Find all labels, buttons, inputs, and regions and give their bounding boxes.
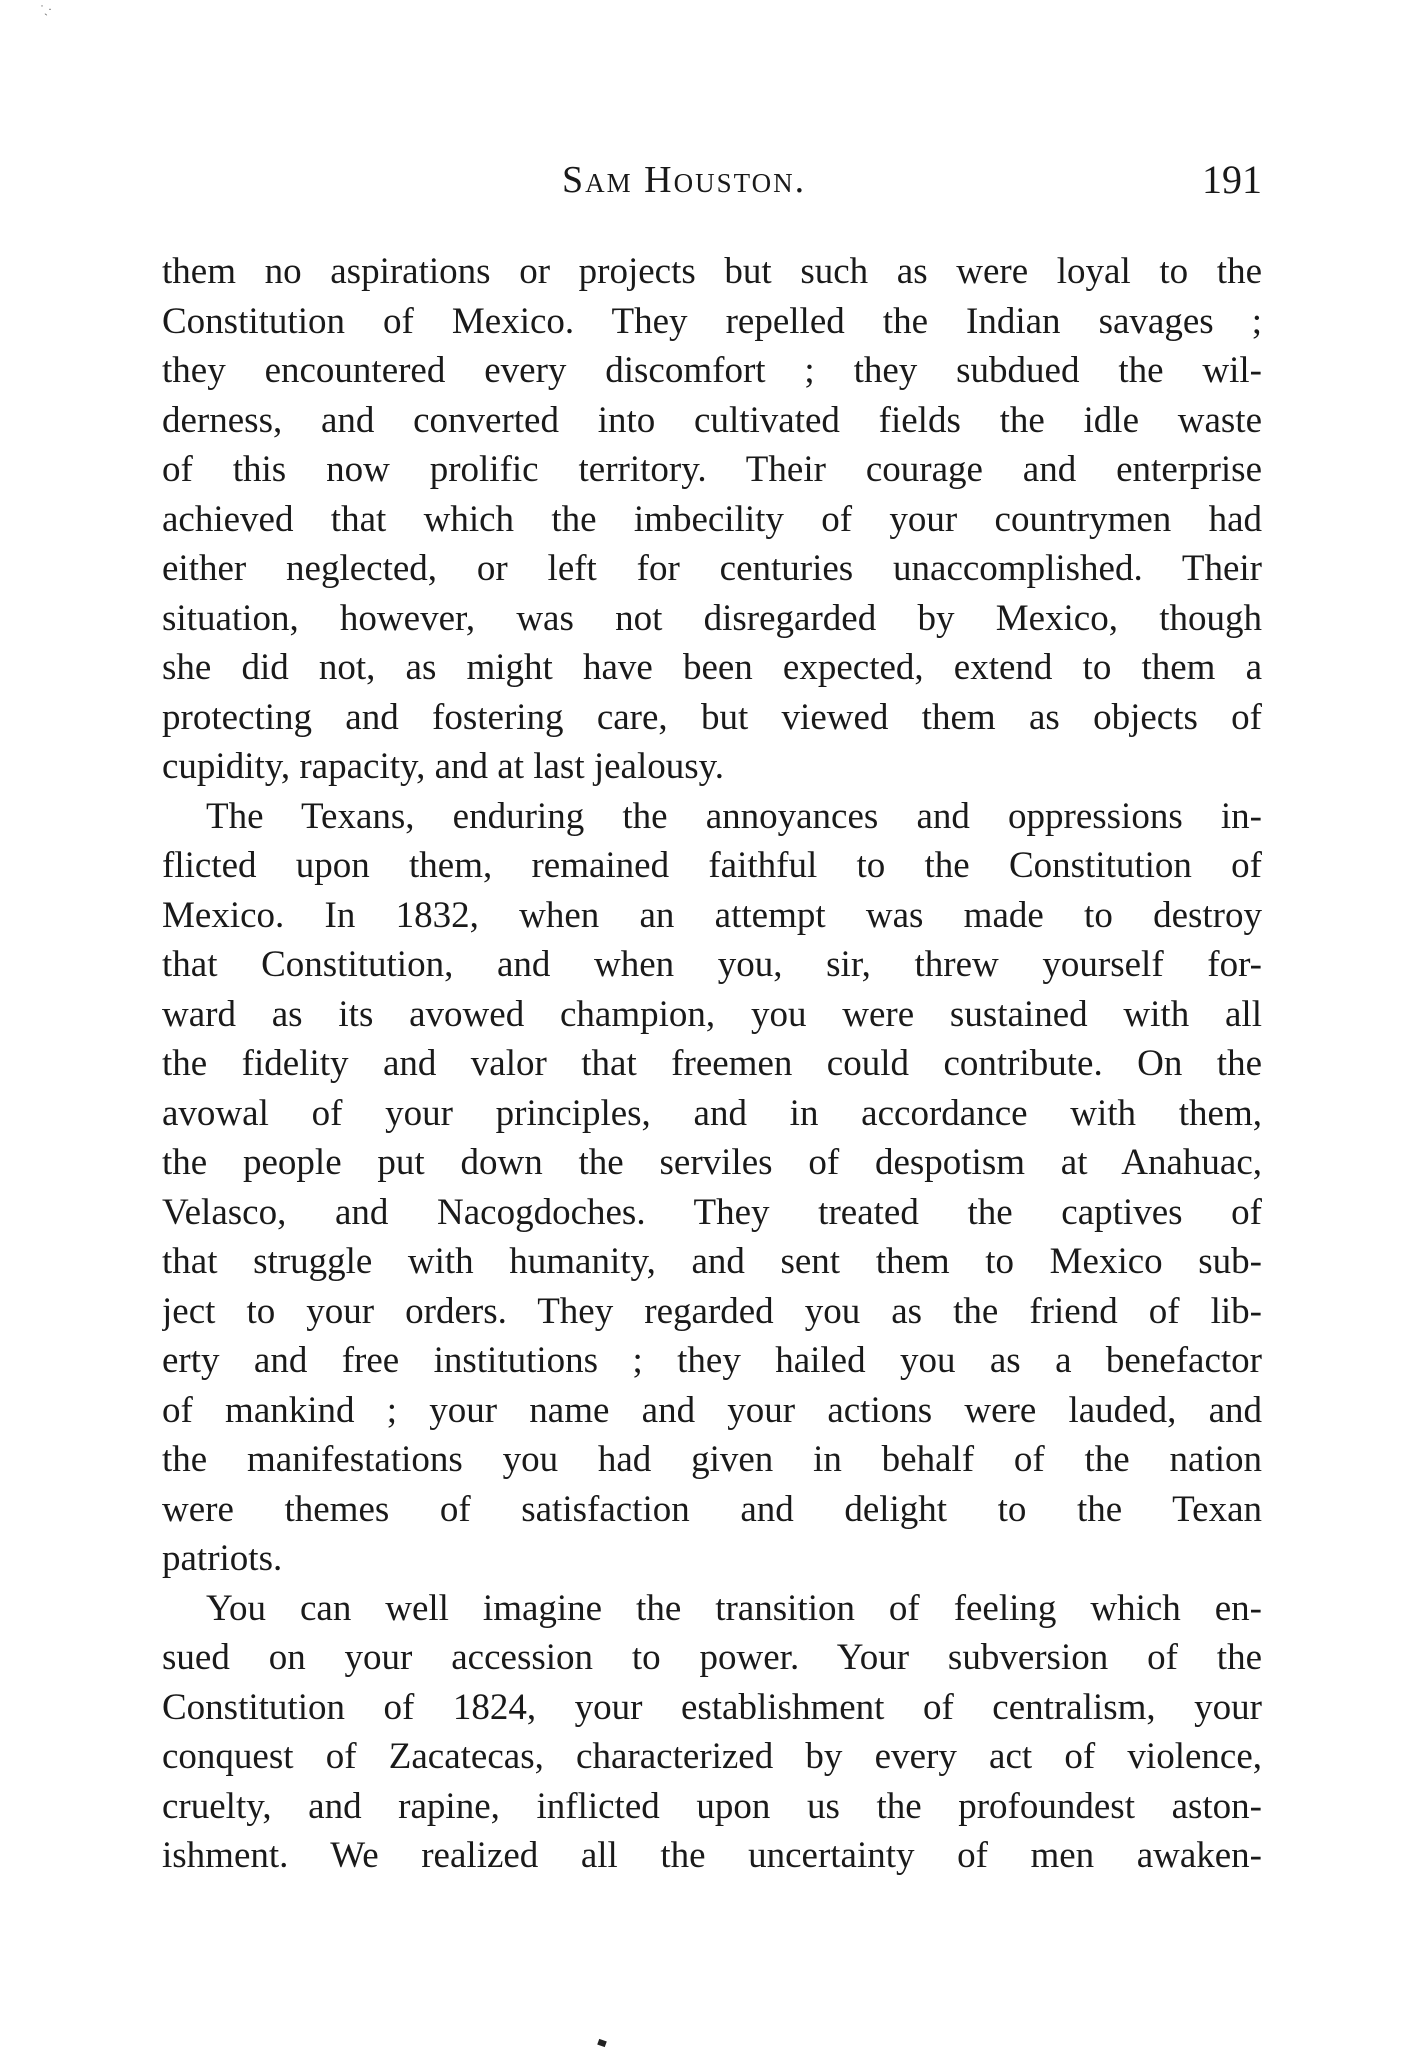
text-line: of mankind ; your name and your actions were lauded, and [162, 1389, 1262, 1431]
text-line: The Texans, enduring the annoyances and oppressions in- [206, 795, 1262, 837]
text-line: conquest of Zacatecas, characterized by every act of violence, [162, 1736, 1262, 1777]
running-title: Sam Houston. [562, 159, 807, 201]
text-line: she did not, as might have been expected, extend to them a [162, 647, 1262, 688]
text-line: You can well imagine the transition of feeling which en- [206, 1587, 1262, 1629]
text-line: sued on your accession to power. Your subversion of the [162, 1637, 1262, 1678]
text-line: ject to your orders. They regarded you as the friend of lib- [162, 1290, 1262, 1332]
text-line: situation, however, was not disregarded by Mexico, though [162, 597, 1262, 639]
text-line: Mexico. In 1832, when an attempt was made to destroy [162, 894, 1262, 936]
text-line: the people put down the serviles of despotism at Anahuac, [162, 1142, 1262, 1183]
text-line: either neglected, or left for centuries unaccomplished. Their [162, 548, 1262, 589]
text-line: of this now prolific territory. Their courage and enterprise [162, 449, 1262, 490]
text-line: the fidelity and valor that freemen could contribute. On the [162, 1043, 1262, 1084]
text-line: Constitution of 1824, your establishment of centralism, your [162, 1686, 1262, 1728]
text-line: derness, and converted into cultivated fields the idle waste [162, 399, 1262, 441]
paragraph [162, 792, 1262, 1584]
text-line: the manifestations you had given in behalf of the nation [162, 1439, 1262, 1480]
text-line: they encountered every discomfort ; they subdued the wil- [162, 350, 1262, 391]
text-line: flicted upon them, remained faithful to the Constitution of [162, 845, 1262, 886]
page-number: 191 [1202, 157, 1262, 202]
scan-mark-icon: ˙ˏ· [40, 2, 52, 16]
text-line: cruelty, and rapine, inflicted upon us the profoundest aston- [162, 1785, 1262, 1827]
ink-mark-icon [597, 2039, 607, 2047]
text-line: that struggle with humanity, and sent them to Mexico sub- [162, 1241, 1262, 1282]
text-line: cupidity, rapacity, and at last jealousy. [162, 746, 725, 787]
text-line: protecting and fostering care, but viewed them as objects of [162, 696, 1262, 738]
text-line: them no aspirations or projects but such as were loyal to the [162, 251, 1262, 292]
paragraph [162, 1584, 1262, 1881]
text-line: Velasco, and Nacogdoches. They treated the captives of [162, 1191, 1262, 1233]
text-line: avowal of your principles, and in accordance with them, [162, 1092, 1262, 1134]
text-line: erty and free institutions ; they hailed you as a benefactor [162, 1340, 1262, 1381]
text-line: ishment. We realized all the uncertainty of men awaken- [162, 1835, 1262, 1876]
text-line: achieved that which the imbecility of your countrymen had [162, 498, 1262, 540]
text-line: Constitution of Mexico. They repelled the Indian savages ; [162, 300, 1262, 342]
text-line: that Constitution, and when you, sir, threw yourself for- [162, 944, 1262, 985]
text-line: patriots. [162, 1538, 283, 1579]
body-text [162, 247, 1262, 1881]
text-line: ward as its avowed champion, you were sustained with all [162, 993, 1262, 1035]
paragraph [162, 247, 1262, 792]
running-header [162, 152, 1262, 208]
text-line: were themes of satisfaction and delight to the Texan [162, 1488, 1262, 1530]
